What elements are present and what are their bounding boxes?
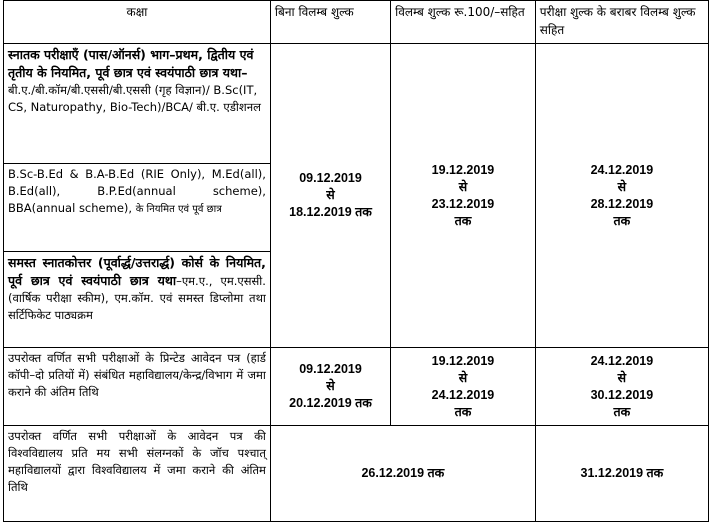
- class-cell-graduate: [4, 44, 271, 164]
- date-end: 23.12.2019: [431, 196, 495, 211]
- date-end: 28.12.2019: [590, 196, 654, 211]
- bed-note: के नियमित एवं पूर्व छात्र: [135, 204, 222, 215]
- date-tak: तक: [454, 404, 472, 419]
- header-late-fee: विलम्ब शुल्क रू.100/–सहित: [391, 1, 536, 44]
- date-tak: तक: [613, 213, 631, 228]
- date-cell-exam-fee-late: 31.12.2019 तक: [535, 426, 708, 522]
- date-end: 20.12.2019 तक: [289, 396, 372, 410]
- class-cell-university-copy: उपरोक्त वर्णित सभी परीक्षाओं के आवेदन पत्र की विश्वविद्यालय प्रति मय सभी संलग्नकों के जॉच पश्चात् महाविद्यालयों द्वारा विश्वविद्यालय में जमा कराने की अंतिम तिथि: [4, 426, 271, 522]
- date-cell-without-late: [270, 44, 390, 348]
- date-start: 24.12.2019: [590, 162, 654, 177]
- class-cell-postgraduate: [4, 252, 271, 348]
- graduate-courses: बी.ए./बी.कॉम/बी.एससी/बी.एससी (गृह विज्ञान)/ B.Sc(IT, CS, Naturopathy, Bio-Tech)/BCA/ बी.ए. एडीशनल: [8, 83, 261, 114]
- header-without-late: बिना विलम्ब शुल्क: [270, 1, 390, 44]
- date-end: 18.12.2019 तक: [289, 205, 372, 219]
- date-cell-late-fee: [391, 44, 536, 348]
- date-start: 19.12.2019: [431, 353, 495, 368]
- date-end: 30.12.2019: [590, 387, 654, 402]
- date-tak: तक: [613, 404, 631, 419]
- date-start: 24.12.2019: [590, 353, 654, 368]
- date-se: से: [326, 379, 335, 393]
- class-cell-bed: [4, 164, 271, 252]
- class-cell-printed-form: उपरोक्त वर्णित सभी परीक्षाओं के प्रिन्टेड आवेदन पत्र (हार्ड कॉपी–दो प्रतियों में) संबंधित महाविद्यालय/केन्द्र/विभाग में जमा कराने की अंतिम तिथि: [4, 348, 271, 426]
- table-row: [4, 426, 709, 522]
- date-start: 09.12.2019: [299, 171, 362, 185]
- date-cell-without-late: [270, 348, 390, 426]
- graduate-title: स्नातक परीक्षाएँ (पास/ऑनर्स) भाग–प्रथम, द्वितीय एवं तृतीय के नियमित, पूर्व छात्र एवं स्वयंपाठी छात्र यथा–: [8, 47, 254, 80]
- header-row: [4, 1, 709, 44]
- date-cell-combined: 26.12.2019 तक: [270, 426, 535, 522]
- date-se: से: [617, 179, 627, 194]
- date-se: से: [458, 370, 468, 385]
- pg-title: समस्त स्नातकोत्तर (पूर्वार्द्ध/उत्तरार्द्ध) कोर्स के नियमित, पूर्व छात्र एवं स्वयंपाठी छात्र यथा: [8, 255, 266, 288]
- bed-courses: B.Sc-B.Ed & B.A-B.Ed (RIE Only), M.Ed(all), B.Ed(all), B.P.Ed(annual scheme), BBA(annual scheme),: [8, 167, 266, 215]
- date-end: 24.12.2019: [431, 387, 495, 402]
- date-cell-exam-fee-late: [535, 44, 708, 348]
- date-se: से: [458, 179, 468, 194]
- date-start: 19.12.2019: [431, 162, 495, 177]
- table-row: [4, 44, 709, 164]
- date-tak: तक: [454, 213, 472, 228]
- date-se: से: [326, 188, 335, 202]
- table-row: [4, 348, 709, 426]
- header-class: कक्षा: [4, 1, 271, 44]
- header-exam-fee-late: परीक्षा शुल्क के बराबर विलम्ब शुल्क सहित: [535, 1, 708, 44]
- date-cell-exam-fee-late: [535, 348, 708, 426]
- date-start: 09.12.2019: [299, 362, 362, 376]
- schedule-table: [3, 0, 709, 522]
- pg-courses: –एम.ए., एम.एससी.(वार्षिक परीक्षा स्कीम), एम.कॉम. एवं समस्त डिप्लोमा तथा सर्टिफिकेट पाठ्यक्रम: [8, 274, 266, 322]
- date-cell-late-fee: [391, 348, 536, 426]
- date-se: से: [617, 370, 627, 385]
